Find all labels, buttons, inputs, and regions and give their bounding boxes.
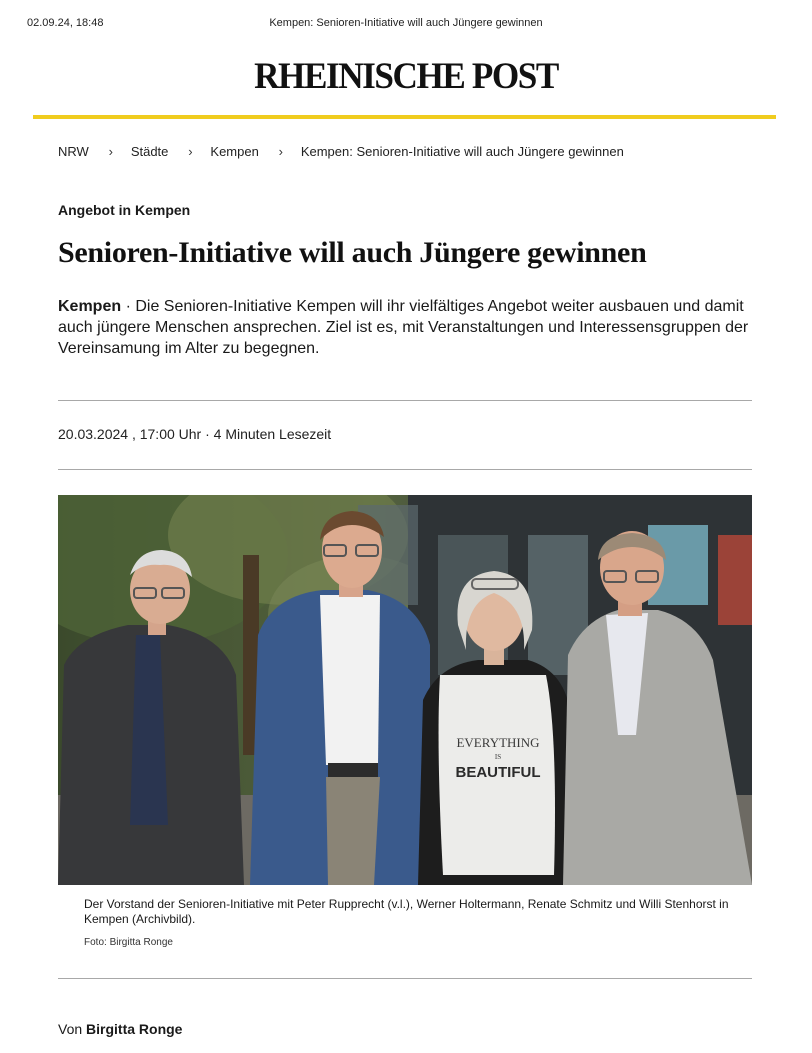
breadcrumb-item-nrw[interactable]: NRW: [58, 144, 89, 159]
article-photo-graphic: [58, 495, 752, 885]
print-date: 02.09.24, 18:48: [27, 17, 104, 29]
site-logo[interactable]: RHEINISCHE POST: [254, 56, 558, 97]
teaser-text: · Die Senioren-Initiative Kempen will ihr vielfältiges Angebot weiter ausbauen und damit auch jüngere Menschen ansprechen. Ziel ist es, mit Veranstaltungen und Interessensgruppen der Vereinsamung im Alter zu begegnen.: [58, 298, 749, 357]
chevron-right-icon: ›: [188, 144, 193, 159]
print-header: [27, 17, 785, 33]
breadcrumb-item-staedte[interactable]: Städte: [130, 144, 169, 159]
article-meta: 20.03.2024 , 17:00 Uhr · 4 Minuten Lesezeit: [58, 426, 332, 442]
divider: [58, 978, 752, 979]
author-link[interactable]: Birgitta Ronge: [86, 1021, 183, 1037]
chevron-right-icon: ›: [278, 144, 283, 159]
article-author: [58, 1021, 182, 1037]
chevron-right-icon: ›: [108, 144, 113, 159]
breadcrumb: [58, 144, 624, 159]
divider: [58, 469, 752, 470]
shirt-text-line3: BEAUTIFUL: [455, 764, 541, 781]
brand-accent-rule: [33, 115, 776, 119]
breadcrumb-item-kempen[interactable]: Kempen: [210, 144, 259, 159]
teaser-location: Kempen: [58, 298, 122, 315]
article-teaser: [58, 296, 758, 359]
photo-credit: Foto: Birgitta Ronge: [84, 937, 173, 948]
shirt-text-line2: IS: [494, 753, 502, 761]
photo-caption: Der Vorstand der Senioren-Initiative mit Peter Rupprecht (v.l.), Werner Holtermann, Renate Schmitz und Willi Stenhorst in Kempen (Archivbild).: [84, 897, 729, 926]
article-photo[interactable]: [58, 495, 752, 885]
article-headline: Senioren-Initiative will auch Jüngere gewinnen: [58, 236, 647, 269]
breadcrumb-item-current: Kempen: Senioren-Initiative will auch Jüngere gewinnen: [300, 144, 624, 159]
print-page-title: Kempen: Senioren-Initiative will auch Jüngere gewinnen: [269, 17, 543, 29]
article-kicker: Angebot in Kempen: [58, 202, 191, 218]
divider: [58, 400, 752, 401]
shirt-text-line1: EVERYTHING: [456, 735, 540, 750]
author-prefix: Von: [58, 1021, 87, 1037]
